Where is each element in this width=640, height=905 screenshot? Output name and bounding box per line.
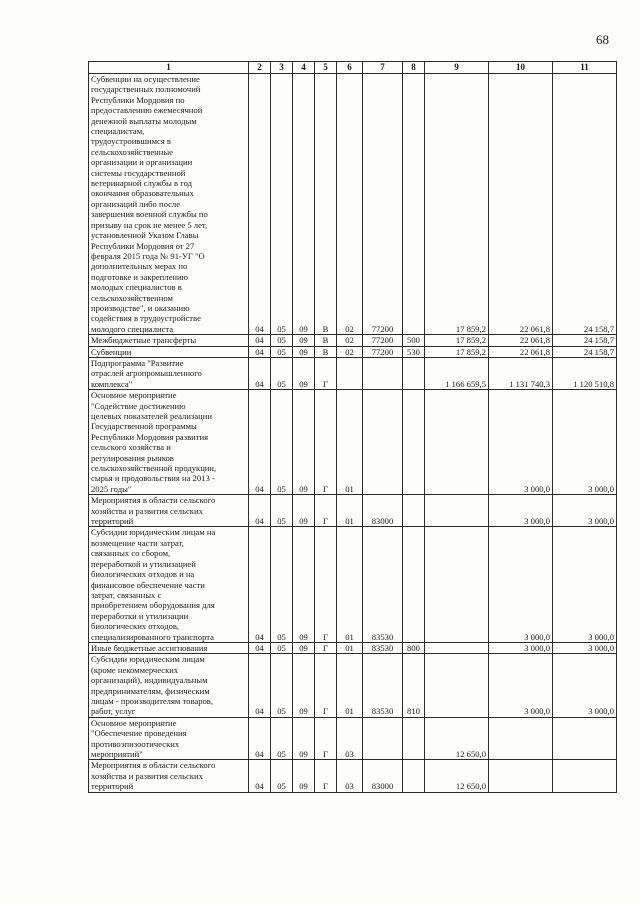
row-cell-c7: 77200 [363,335,403,346]
row-cell-c8 [403,527,425,642]
row-cell-c5: Г [315,642,337,653]
row-cell-c11: 1 120 510,8 [553,357,617,389]
row-cell-c4: 09 [293,335,315,346]
row-cell-c5: В [315,346,337,357]
row-cell-c10: 3 000,0 [489,654,553,717]
row-cell-c9 [425,654,489,717]
row-cell-c3: 05 [271,527,293,642]
row-cell-c2: 04 [249,654,271,717]
row-cell-c10: 3 000,0 [489,495,553,527]
table-row [89,654,617,717]
row-cell-c8 [403,495,425,527]
row-cell-c3: 05 [271,717,293,760]
row-cell-c6: 03 [337,760,363,792]
row-cell-c4: 09 [293,717,315,760]
row-cell-c3: 05 [271,357,293,389]
row-cell-c6: 01 [337,495,363,527]
row-cell-c11: 24 158,7 [553,74,617,335]
row-cell-c2: 04 [249,527,271,642]
row-cell-c2: 04 [249,760,271,792]
row-cell-c10: 3 000,0 [489,527,553,642]
header-cell: 5 [315,62,337,74]
row-cell-c8 [403,357,425,389]
row-cell-c2: 04 [249,335,271,346]
row-cell-c7: 83000 [363,495,403,527]
row-cell-c5: Г [315,717,337,760]
row-cell-c3: 05 [271,760,293,792]
row-cell-c5: Г [315,357,337,389]
row-cell-c3: 05 [271,390,293,495]
row-cell-c10: 3 000,0 [489,642,553,653]
row-cell-c11: 24 158,7 [553,335,617,346]
header-cell: 4 [293,62,315,74]
row-cell-c2: 04 [249,717,271,760]
header-row [89,62,617,74]
row-name-cell: Мероприятия в области сельского хозяйства и развития сельских территорий [89,495,249,527]
row-cell-c9: 17 859,2 [425,346,489,357]
table-row [89,74,617,335]
row-name-cell: Основное мероприятие "Содействие достижению целевых показателей реализации Государственной программы Республики Мордовия развития сельского хозяйства и регулирования рынков сельскохозяйственной продукции, сырья и продовольствия на 2013 - 2025 годы" [89,390,249,495]
row-cell-c8: 800 [403,642,425,653]
header-cell: 11 [553,62,617,74]
row-cell-c3: 05 [271,335,293,346]
row-cell-c11: 3 000,0 [553,642,617,653]
row-cell-c8: 500 [403,335,425,346]
row-cell-c11 [553,717,617,760]
row-cell-c6: 01 [337,390,363,495]
row-cell-c4: 09 [293,74,315,335]
row-cell-c5: Г [315,495,337,527]
table-row [89,335,617,346]
row-cell-c3: 05 [271,495,293,527]
row-name-cell: Субвенции [89,346,249,357]
row-cell-c2: 04 [249,357,271,389]
row-cell-c9: 12 650,0 [425,760,489,792]
header-cell: 2 [249,62,271,74]
row-cell-c5: Г [315,527,337,642]
row-cell-c9 [425,495,489,527]
row-cell-c7: 83000 [363,760,403,792]
row-cell-c9: 17 859,2 [425,335,489,346]
row-cell-c5: Г [315,760,337,792]
table-row [89,357,617,389]
page-number: 68 [596,32,609,47]
row-cell-c2: 04 [249,642,271,653]
row-cell-c8 [403,74,425,335]
row-cell-c6: 01 [337,654,363,717]
row-cell-c3: 05 [271,74,293,335]
row-name-cell: Субсидии юридическим лицам (кроме некоммерческих организаций), индивидуальным предпринимателям, физическим лицам - производителям товаров, работ, услуг [89,654,249,717]
row-cell-c5: В [315,335,337,346]
row-cell-c7 [363,357,403,389]
row-cell-c9 [425,390,489,495]
row-cell-c2: 04 [249,346,271,357]
header-cell: 10 [489,62,553,74]
table-row [89,760,617,792]
row-cell-c8: 810 [403,654,425,717]
row-cell-c7: 83530 [363,654,403,717]
row-cell-c10 [489,760,553,792]
row-cell-c9 [425,527,489,642]
row-cell-c7: 77200 [363,74,403,335]
row-name-cell: Субсидии юридическим лицам на возмещение части затрат, связанных со сбором, переработкой и утилизацией биологических отходов и на финансовое обеспечение части затрат, связанных с приобретением оборудования для переработки и утилизации биологических отходов, специализированного транспорта [89,527,249,642]
table-row [89,390,617,495]
row-cell-c4: 09 [293,495,315,527]
row-cell-c6: 01 [337,642,363,653]
table-row [89,527,617,642]
row-cell-c11: 24 158,7 [553,346,617,357]
row-cell-c5: Г [315,390,337,495]
row-name-cell: Межбюджетные трансферты [89,335,249,346]
row-cell-c7: 77200 [363,346,403,357]
table-row [89,642,617,653]
row-cell-c3: 05 [271,642,293,653]
row-cell-c7: 83530 [363,527,403,642]
row-cell-c4: 09 [293,760,315,792]
budget-table [88,61,617,793]
row-cell-c7: 83530 [363,642,403,653]
header-cell: 8 [403,62,425,74]
table-row [89,495,617,527]
row-cell-c8 [403,717,425,760]
row-cell-c11: 3 000,0 [553,390,617,495]
row-cell-c9 [425,642,489,653]
table-row [89,346,617,357]
row-cell-c11 [553,760,617,792]
row-cell-c11: 3 000,0 [553,654,617,717]
table-row [89,717,617,760]
row-cell-c4: 09 [293,642,315,653]
row-cell-c9: 17 859,2 [425,74,489,335]
row-cell-c10: 22 061,8 [489,346,553,357]
row-cell-c8 [403,390,425,495]
header-cell: 1 [89,62,249,74]
row-cell-c6: 02 [337,335,363,346]
header-cell: 6 [337,62,363,74]
header-cell: 9 [425,62,489,74]
row-cell-c6: 02 [337,346,363,357]
row-cell-c5: В [315,74,337,335]
row-cell-c3: 05 [271,654,293,717]
row-cell-c10: 1 131 740,3 [489,357,553,389]
row-cell-c10: 3 000,0 [489,390,553,495]
row-cell-c8: 530 [403,346,425,357]
row-cell-c6: 01 [337,527,363,642]
row-name-cell: Мероприятия в области сельского хозяйства и развития сельских территорий [89,760,249,792]
row-cell-c2: 04 [249,495,271,527]
row-cell-c4: 09 [293,654,315,717]
row-name-cell: Подпрограмма "Развитие отраслей агропромышленного комплекса" [89,357,249,389]
row-cell-c10: 22 061,8 [489,335,553,346]
row-cell-c11: 3 000,0 [553,527,617,642]
row-cell-c9: 12 650,0 [425,717,489,760]
header-cell: 7 [363,62,403,74]
row-cell-c6: 03 [337,717,363,760]
row-cell-c7 [363,390,403,495]
row-cell-c5: Г [315,654,337,717]
row-cell-c10: 22 061,8 [489,74,553,335]
row-name-cell: Субвенции на осуществление государственных полномочий Республики Мордовия по предоставлению ежемесячной денежной выплаты молодым специалистам, трудоустроившимся в сельскохозяйственные организации и организации системы государственной ветеринарной службы в год окончания образовательных организаций либо после завершения военной службы по призыву на срок не менее 5 лет, установленной Указом Главы Республики Мордовия от 27 февраля 2015 года № 91-УГ "О дополнительных мерах по подготовке и закреплению молодых специалистов в сельскохозяйственном производстве", и оказанию содействия в трудоустройстве молодого специалиста [89,74,249,335]
row-cell-c11: 3 000,0 [553,495,617,527]
header-cell: 3 [271,62,293,74]
row-cell-c4: 09 [293,390,315,495]
row-cell-c9: 1 166 659,5 [425,357,489,389]
row-name-cell: Иные бюджетные ассигнования [89,642,249,653]
row-cell-c3: 05 [271,346,293,357]
row-cell-c6: 02 [337,74,363,335]
row-cell-c2: 04 [249,390,271,495]
row-cell-c4: 09 [293,346,315,357]
row-cell-c8 [403,760,425,792]
row-cell-c10 [489,717,553,760]
row-name-cell: Основное мероприятие "Обеспечение проведения противоэпизоотических мероприятий" [89,717,249,760]
row-cell-c4: 09 [293,357,315,389]
row-cell-c6 [337,357,363,389]
row-cell-c2: 04 [249,74,271,335]
row-cell-c4: 09 [293,527,315,642]
row-cell-c7 [363,717,403,760]
